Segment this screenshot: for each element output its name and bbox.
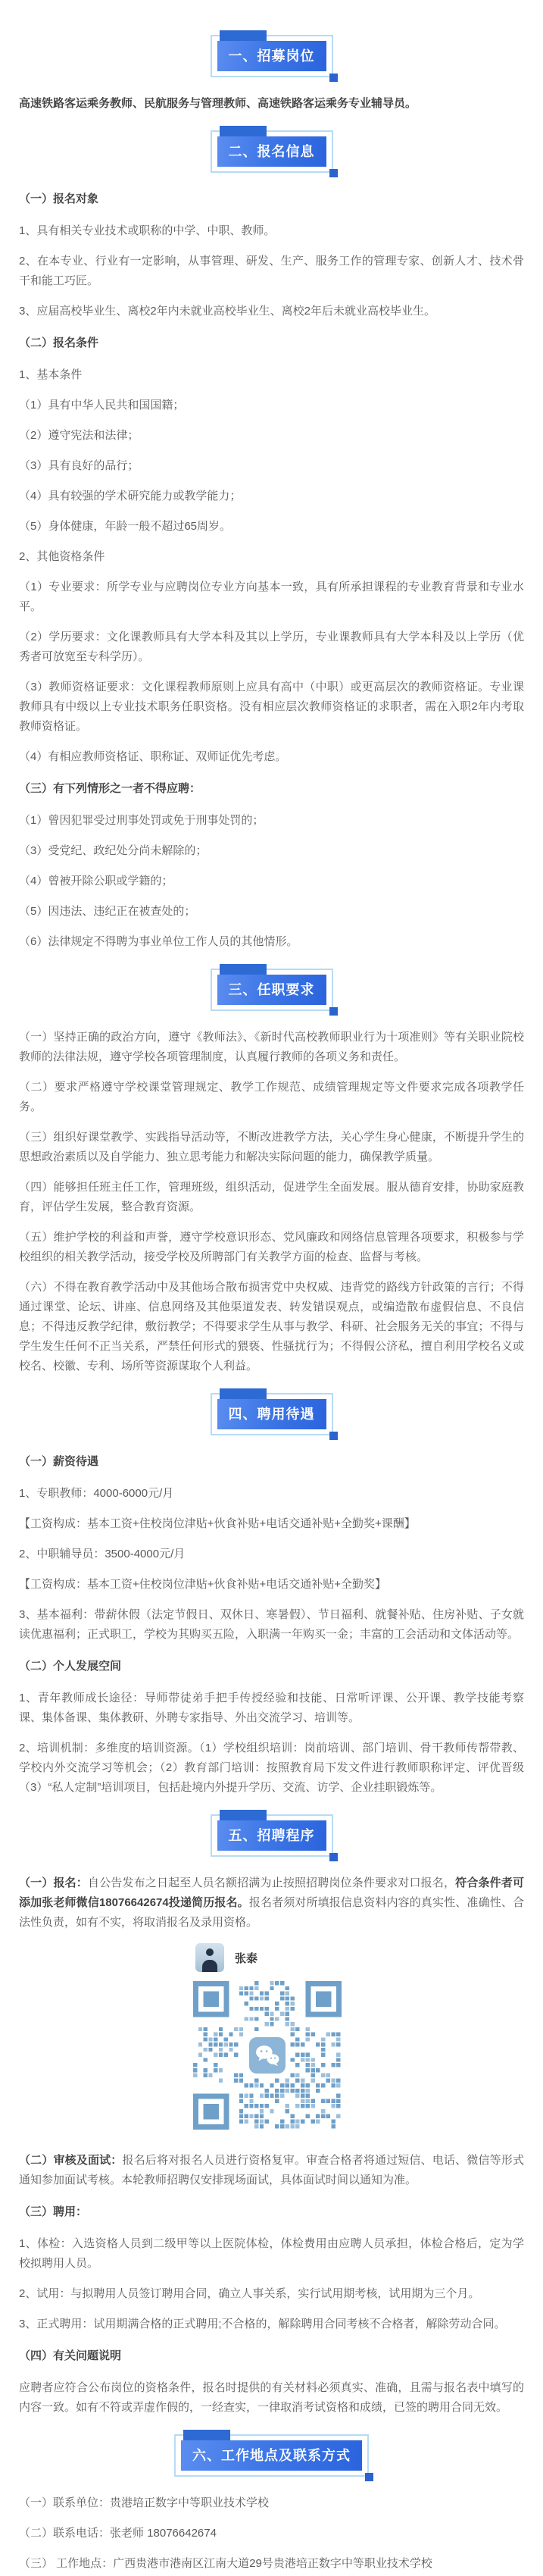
paragraph — [19, 2151, 524, 2190]
text-run: （一）薪资待遇 — [19, 1455, 99, 1468]
section-badge-4 — [19, 1393, 524, 1435]
section-badge-label: 三、任职要求 — [217, 975, 326, 1005]
paragraph — [19, 811, 524, 831]
text-run: 报名者须对所填报信息资料内容的真实性、准确性、合法性负责，如有不实，将取消报名及录用资格。 — [19, 1896, 524, 1929]
text-run: 2、在本专业、行业有一定影响，从事管理、研发、生产、服务工作的管理专家、创新人才、技术骨干和能工巧匠。 — [19, 255, 524, 287]
text-run: （3）受党纪、政纪处分尚未解除的； — [19, 844, 208, 857]
paragraph — [19, 1278, 524, 1376]
subsection-heading — [19, 2202, 524, 2222]
paragraph — [19, 902, 524, 922]
subsection-heading — [19, 1452, 524, 1472]
text-run: 【工资构成：基本工资+住校岗位津贴+伙食补贴+电话交通补贴+全勤奖+课酬】 — [19, 1517, 416, 1530]
section-badge-holder — [211, 1393, 333, 1435]
badge-frame — [211, 969, 333, 1011]
badge-accent-dot — [329, 1853, 338, 1861]
text-run: （一）报名对象 — [19, 192, 99, 205]
text-run: （四）能够担任班主任工作，管理班级，组织活动，促进学生全面发展。服从德育安排，协助家庭教育，评估学生发展，整合教育资源。 — [19, 1181, 524, 1213]
text-run: （五）维护学校的利益和声誉，遵守学校意识形态、党风廉政和网络信息管理各项要求，积极参与学校组织的相关教学活动，接受学校及所聘部门有关教学方面的检查、监督与考核。 — [19, 1231, 524, 1263]
text-run: 3、正式聘用：试用期满合格的正式聘用;不合格的，解除聘用合同考核不合格者，解除劳动合同。 — [19, 2318, 506, 2330]
text-run: 【工资构成：基本工资+住校岗位津贴+伙食补贴+电话交通补贴+全勤奖】 — [19, 1578, 387, 1591]
paragraph — [19, 2554, 524, 2574]
text-run: 报名后将对报名人员进行资格复审。审查合格者将通过短信、电话、微信等形式通知参加面试考核。本轮教师招聘仅安排现场面试，具体面试时间以通知为准。 — [19, 2154, 524, 2186]
text-run: 3、应届高校毕业生、离校2年内未就业高校毕业生、离校2年后未就业高校毕业生。 — [19, 305, 436, 318]
text-run: （3）教师资格证要求：文化课程教师原则上应具有高中（中职）或更高层次的教师资格证。专业课教师具有中级以上专业技术职务任职资格。没有相应层次教师资格证的求职者，需在入职2年内考取教师资格证。 — [19, 681, 524, 733]
text-run: 符合条件者可添加张老师微信18076642674投递简历报名。 — [19, 1876, 524, 1909]
paragraph — [19, 547, 524, 567]
paragraph — [19, 841, 524, 861]
wechat-icon — [249, 2037, 286, 2074]
paragraph — [19, 1514, 524, 1534]
badge-accent-dot — [329, 1007, 338, 1016]
badge-accent-tab — [220, 1810, 267, 1820]
text-run: （三） 工作地点：广西贵港市港南区江南大道29号贵港培正数字中等职业技术学校 — [19, 2557, 432, 2570]
text-run: 自公告发布之日起至人员名额招满为止按照招聘岗位条件要求对口报名， — [87, 1876, 456, 1889]
text-run: 高速铁路客运乘务教师、民航服务与管理教师、高速铁路客运乘务专业辅导员。 — [19, 97, 417, 110]
paragraph — [19, 1739, 524, 1798]
badge-frame — [211, 35, 333, 77]
badge-accent-tab — [220, 1388, 267, 1399]
paragraph — [19, 221, 524, 241]
contact-avatar-photo — [195, 1943, 224, 1972]
wechat-bubbles-icon — [252, 2040, 282, 2071]
paragraph — [19, 1078, 524, 1117]
section-badge-1 — [19, 35, 524, 77]
text-run: （1）曾因犯罪受过刑事处罚或免于刑事处罚的； — [19, 814, 264, 827]
text-run: 应聘者应符合公布岗位的资格条件，报名时提供的有关材料必须真实、准确，且需与报名表中填写的内容一致。如有不符或弄虚作假的，一经查实，一律取消考试资格和成绩，已签的聘用合同无效。 — [19, 2381, 524, 2414]
paragraph — [19, 1605, 524, 1645]
badge-accent-dot — [329, 74, 338, 82]
subsection-heading — [19, 779, 524, 799]
paragraph — [19, 396, 524, 415]
badge-accent-tab — [220, 126, 267, 136]
paragraph — [19, 2524, 524, 2543]
paragraph — [19, 426, 524, 446]
badge-accent-tab — [220, 964, 267, 975]
paragraph — [19, 2315, 524, 2334]
text-run: （三）有下列情形之一者不得应聘： — [19, 782, 201, 795]
section-badge-holder — [211, 1814, 333, 1857]
paragraph — [19, 628, 524, 667]
text-run: 2、其他资格条件 — [19, 550, 105, 563]
section-badge-label: 六、工作地点及联系方式 — [181, 2440, 362, 2471]
paragraph — [19, 1228, 524, 1267]
badge-accent-dot — [365, 2473, 373, 2481]
text-run: 2、中职辅导员：3500-4000元/月 — [19, 1548, 186, 1560]
text-run: （2）遵守宪法和法律； — [19, 429, 139, 442]
text-run: （4）有相应教师资格证、职称证、双师证优先考虑。 — [19, 750, 287, 763]
paragraph — [19, 517, 524, 537]
badge-frame — [211, 1393, 333, 1435]
paragraph — [19, 2284, 524, 2304]
badge-frame — [211, 130, 333, 173]
section-badge-2 — [19, 130, 524, 173]
paragraph — [19, 2493, 524, 2513]
text-run: 1、专职教师：4000-6000元/月 — [19, 1487, 174, 1500]
paragraph — [19, 1873, 524, 1933]
text-run: （二）个人发展空间 — [19, 1660, 122, 1673]
wechat-contact-card — [195, 1943, 524, 1972]
text-run: （四）有关问题说明 — [19, 2349, 122, 2362]
subsection-heading — [19, 189, 524, 209]
paragraph — [19, 872, 524, 891]
text-run: （一）坚持正确的政治方向，遵守《教师法》、《新时代高校教师职业行为十项准则》等有关职业院校教师的法律法规，遵守学校各项管理制度，认真履行教师的各项义务和责任。 — [19, 1031, 524, 1063]
text-run: 3、基本福利：带薪休假（法定节假日、双休日、寒暑假）、节日福利、就餐补贴、住房补贴、子女就读优惠福利；正式职工，学校为其购买五险，入职满一年购买一金；丰富的工会活动和文体活动等。 — [19, 1608, 524, 1641]
badge-frame — [211, 1814, 333, 1857]
text-run: （1）具有中华人民共和国国籍； — [19, 399, 185, 412]
text-run: 1、具有相关专业技术或职称的中学、中职、教师。 — [19, 224, 276, 237]
paragraph — [19, 932, 524, 952]
paragraph — [19, 94, 524, 114]
text-run: （1）专业要求：所学专业与应聘岗位专业方向基本一致，具有所承担课程的专业教育背景和专业水平。 — [19, 581, 524, 613]
text-run: （二）联系电话：张老师 18076642674 — [19, 2527, 217, 2540]
paragraph — [19, 365, 524, 385]
text-run: （一）报名： — [19, 1876, 88, 1889]
text-run: （4）具有较强的学术研究能力或教学能力； — [19, 490, 242, 502]
badge-accent-dot — [329, 169, 338, 177]
section-badge-holder — [211, 35, 333, 77]
text-run: 1、青年教师成长途径：导师带徒弟手把手传授经验和技能、日常听评课、公开课、教学技能考察课、集体备课、集体教研、外聘专家指导、外出交流学习、培训等。 — [19, 1692, 524, 1724]
text-run: （六）不得在教育教学活动中及其他场合散布损害党中央权威、违背党的路线方针政策的言行；不得通过课堂、论坛、讲座、信息网络及其他渠道发表、转发错误观点，或编造散布虚假信息、不良信息；不得违反教学纪律，敷衍教学；不得要求学生从事与教学、科研、社会服务无关的事宜；不得与学生发生任何不正当关系，严禁任何形式的猥亵、性骚扰行为；不得假公济私，擅自利用学校名义或校名、校徽、专利、场所等资源谋取个人利益。 — [19, 1281, 524, 1373]
text-run: 2、培训机制：多维度的培训资源。（1）学校组织培训：岗前培训、部门培训、骨干教师传帮带教、学校内外交流学习等机会；（2）教育部门培训：按照教育局下发文件进行教师职称评定、评优晋级（3）“私人定制”培训项目，包括赴境内外提升学历、交流、访学、企业挂职锻炼等。 — [19, 1742, 524, 1794]
paragraph — [19, 747, 524, 767]
section-badge-label: 二、报名信息 — [217, 136, 326, 167]
text-run: （5）因违法、违纪正在被查处的； — [19, 905, 196, 918]
section-badge-label: 一、招募岗位 — [217, 41, 326, 71]
badge-frame — [174, 2434, 369, 2477]
text-run: （二）报名条件 — [19, 336, 99, 349]
text-run: 1、基本条件 — [19, 368, 83, 381]
text-run: （3）具有良好的品行； — [19, 459, 139, 472]
subsection-heading — [19, 333, 524, 353]
section-badge-label: 五、招聘程序 — [217, 1820, 326, 1851]
paragraph — [19, 577, 524, 617]
text-run: （6）法律规定不得聘为事业单位工作人员的其他情形。 — [19, 935, 298, 948]
paragraph — [19, 2378, 524, 2418]
section-badge-holder — [174, 2434, 369, 2477]
paragraph — [19, 2234, 524, 2274]
text-run: （三）组织好课堂教学、实践指导活动等，不断改进教学方法，关心学生身心健康，不断提升学生的思想政治素质以及自学能力、独立思考能力和解决实际问题的能力，确保教学质量。 — [19, 1131, 524, 1163]
paragraph — [19, 1178, 524, 1217]
section-badge-6 — [19, 2434, 524, 2477]
paragraph — [19, 252, 524, 291]
paragraph — [19, 678, 524, 737]
badge-accent-tab — [183, 2430, 230, 2440]
badge-accent-tab — [220, 30, 267, 41]
paragraph — [19, 302, 524, 321]
text-run: （4）曾被开除公职或学籍的； — [19, 875, 173, 887]
text-run: （5）身体健康，年龄一般不超过65周岁。 — [19, 520, 232, 533]
subsection-heading — [19, 1657, 524, 1676]
section-badge-label: 四、聘用待遇 — [217, 1399, 326, 1429]
text-run: （三）聘用： — [19, 2205, 88, 2218]
paragraph — [19, 456, 524, 476]
text-run: （2）学历要求：文化课教师具有大学本科及其以上学历，专业课教师具有大学本科及以上学历（优秀者可放宽至专科学历）。 — [19, 631, 524, 663]
section-badge-3 — [19, 969, 524, 1011]
text-run: （二）要求严格遵守学校课堂管理规定、教学工作规范、成绩管理规定等文件要求完成各项教学任务。 — [19, 1081, 524, 1113]
badge-accent-dot — [329, 1432, 338, 1440]
subsection-heading — [19, 2346, 524, 2366]
text-run: （一）联系单位：贵港培正数字中等职业技术学校 — [19, 2496, 270, 2509]
paragraph — [19, 1545, 524, 1564]
text-run: 2、试用：与拟聘用人员签订聘用合同，确立人事关系，实行试用期考核，试用期为三个月。 — [19, 2287, 480, 2300]
wechat-qr-code — [193, 1981, 342, 2130]
section-badge-holder — [211, 969, 333, 1011]
paragraph — [19, 1128, 524, 1167]
section-badge-holder — [211, 130, 333, 173]
paragraph — [19, 1575, 524, 1595]
paragraph — [19, 487, 524, 506]
contact-name: 张泰 — [235, 1952, 258, 1965]
section-badge-5 — [19, 1814, 524, 1857]
paragraph — [19, 1484, 524, 1504]
text-run: （二）审核及面试： — [19, 2154, 123, 2167]
paragraph — [19, 1689, 524, 1728]
text-run: 1、体检：入选资格人员到二级甲等以上医院体检，体检费用由应聘人员承担，体检合格后，定为学校拟聘用人员。 — [19, 2237, 524, 2270]
paragraph — [19, 1028, 524, 1067]
